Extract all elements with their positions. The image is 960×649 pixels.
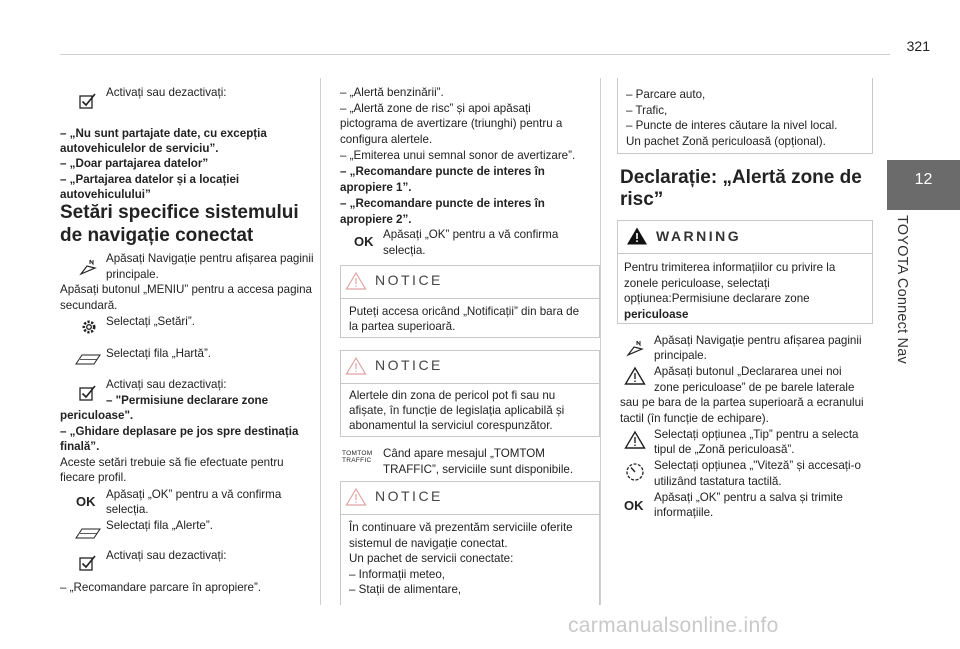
instruction-text: principale. [106,268,159,281]
warning-icon [626,226,648,246]
notice-text: Un pachet de servicii conectate: [349,552,514,565]
warning-text: zonele periculoase, selectați [624,277,770,290]
instruction-text: Aceste setări trebuie să fie efectuate pentru [60,456,284,469]
option-item: – „Ghidare deplasare pe jos spre destinația [60,425,299,438]
notice-box [340,265,600,338]
notice-title: NOTICE [375,488,443,504]
option-item: – „Doar partajarea datelor” [60,157,209,170]
column-divider [320,78,321,605]
instruction-text: Selectați „Setări”. [106,315,195,328]
ok-icon: OK [354,234,374,249]
notice-text: afișate, în funcție de legislația aplicabilă și [349,404,565,417]
chapter-label-text: TOYOTA Connect Nav [894,215,910,364]
section-heading: Setări specifice sistemului [60,202,299,223]
instruction-text: selecția. [383,244,426,257]
option-item: – „Recomandare parcare în apropiere”. [60,581,262,594]
option-item: autovehiculului” [60,188,151,201]
instruction-text: fiecare profil. [60,471,127,484]
warning-icon [345,356,367,376]
instruction-text: Apăsați Navigație pentru afișarea paginii [106,252,314,265]
warning-text: periculoase [624,308,689,321]
notice-text: În continuare vă prezentăm serviciile oferite [349,521,573,534]
ok-icon: OK [76,494,96,509]
warning-icon [624,430,646,450]
option-item: – "Permisiune declarare zone [106,394,269,407]
instruction-text: informațiile. [654,506,714,519]
instruction-text: tipul de „Zonă periculoasă”. [654,443,795,456]
notice-text: abonamentul la serviciul corespunzător. [349,419,553,432]
notice-text: Puteți accesa oricând „Notificații” din bara de [349,305,580,318]
instruction-text: secundară. [60,299,118,312]
notice-box-continued [617,78,873,154]
header-rule [60,54,890,55]
warning-icon [345,271,367,291]
map-icon [74,524,102,542]
warning-text: opțiunea:Permisiune declarare zone [624,292,810,305]
instruction-text: Activați sau dezactivați: [106,549,227,562]
instruction-text: Apăsați „OK” pentru a vă confirma [106,488,282,501]
section-heading: de navigație conectat [60,225,254,246]
option-item: – „Emiterea unui semnal sonor de avertizare”. [340,149,576,162]
chapter-label [886,213,926,413]
page-number: 321 [906,38,930,54]
speedometer-icon [624,462,646,482]
option-item: – „Alertă zone de risc” și apoi apăsați [340,102,531,115]
notice-text: Un pachet Zonă periculoasă (opțional). [626,135,826,148]
tomtom-traffic-icon [342,450,372,464]
instruction-text: sau pe bara de la partea superioară a ecranului [620,396,864,409]
column-divider [600,78,601,605]
option-item: finală”. [60,440,100,453]
notice-text: la partea superioară. [349,320,456,333]
warning-title: WARNING [656,228,742,244]
instruction-text: utilizând tastatura tactilă. [654,475,782,488]
option-item: – „Recomandare puncte de interes în [340,165,545,178]
instruction-text: Selectați opțiunea „"Viteză” și accesați-o [654,459,861,472]
option-item: periculoase". [60,409,134,422]
ok-icon: OK [624,498,644,513]
watermark: carmanualsonline.info [568,614,779,637]
warning-icon [345,487,367,507]
instruction-text: principale. [654,349,707,362]
navigation-icon [78,258,100,276]
instruction-text: tactil (în funcție de echipare). [620,412,769,425]
instruction-text: Activați sau dezactivați: [106,86,227,99]
option-item: – „Alertă benzinării”. [340,86,444,99]
option-item: autovehiculelor de serviciu”. [60,142,219,155]
instruction-text: Apăsați „OK” pentru a salva și trimite [654,491,843,504]
checkbox-icon [78,384,100,402]
instruction-text: Apăsați „OK” pentru a vă confirma [383,228,559,241]
notice-text: – Parcare auto, [626,88,706,101]
notice-text: – Puncte de interes căutare la nivel local. [626,119,838,132]
instruction-text: Apăsați Navigație pentru afișarea paginii [654,334,862,347]
tomtom-icon-label: TOMTOM [342,450,373,457]
chapter-number: 12 [914,171,933,188]
instruction-text: Selectați opțiunea „Tip” pentru a selecta [654,428,859,441]
tomtom-icon-label: TRAFFIC [342,457,372,464]
instruction-text: selecția. [106,503,149,516]
navigation-icon [625,339,647,357]
instruction-text: Activați sau dezactivați: [106,378,227,391]
option-item: – „Nu sunt partajate date, cu excepția [60,127,267,140]
instruction-text: TRAFFIC”, serviciile sunt disponibile. [383,463,574,476]
map-icon [74,350,102,368]
instruction-text: configura alertele. [340,133,433,146]
instruction-text: zone periculoase” de pe barele laterale [654,381,855,394]
instruction-text: Selectați fila „Hartă”. [106,347,212,360]
instruction-text: Apăsați butonul „Declararea unei noi [654,365,842,378]
section-heading: Declarație: „Alertă zone de [620,167,862,188]
option-item: – „Partajarea datelor și a locației [60,173,240,186]
option-item: apropiere 2”. [340,213,412,226]
notice-title: NOTICE [375,272,443,288]
notice-text: Alertele din zona de pericol pot fi sau nu [349,389,556,402]
notice-text: sistemul de navigație conectat. [349,537,508,550]
instruction-text: Când apare mesajul „TOMTOM [383,447,545,460]
checkbox-icon [78,92,100,110]
notice-text: – Stații de alimentare, [349,583,462,596]
warning-box [617,220,873,324]
section-heading: risc” [620,189,664,210]
notice-text: – Trafic, [626,104,668,117]
checkbox-icon [78,554,100,572]
instruction-text: pictograma de avertizare (triunghi) pentru a [340,117,563,130]
gear-icon [78,318,100,336]
warning-icon [624,366,646,386]
notice-text: – Informații meteo, [349,568,446,581]
option-item: apropiere 1”. [340,181,412,194]
notice-box [340,481,600,605]
instruction-text: Apăsați butonul „MENIU” pentru a accesa pagina [60,283,312,296]
warning-text: Pentru trimiterea informațiilor cu privire la [624,261,836,274]
option-item: – „Recomandare puncte de interes în [340,197,545,210]
instruction-text: Selectați fila „Alerte”. [106,519,213,532]
notice-box [340,350,600,437]
notice-title: NOTICE [375,357,443,373]
